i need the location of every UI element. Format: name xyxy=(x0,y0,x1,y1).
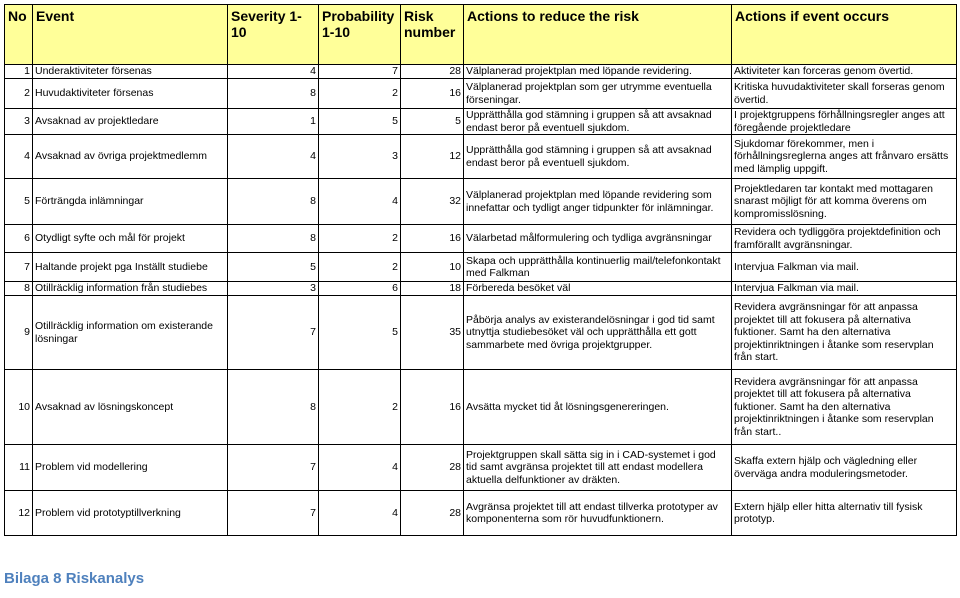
table-row xyxy=(5,225,957,253)
row-probability: 2 xyxy=(319,79,401,109)
row-probability: 3 xyxy=(319,135,401,179)
table-row xyxy=(5,135,957,179)
row-no: 9 xyxy=(5,296,33,370)
row-actions-reduce: Avsätta mycket tid åt lösningsgenereringen. xyxy=(464,370,732,445)
row-probability: 4 xyxy=(319,179,401,225)
row-risk-number: 35 xyxy=(401,296,464,370)
row-severity: 7 xyxy=(228,491,319,536)
table-row xyxy=(5,253,957,282)
appendix-caption: Bilaga 8 Riskanalys xyxy=(4,570,145,587)
row-probability: 6 xyxy=(319,282,401,296)
table-row xyxy=(5,296,957,370)
row-actions-occurs: Intervjua Falkman via mail. xyxy=(732,253,957,282)
header-actions-occurs: Actions if event occurs xyxy=(732,5,957,65)
row-actions-occurs: Kritiska huvudaktiviteter skall forseras genom övertid. xyxy=(732,79,957,109)
row-severity: 4 xyxy=(228,65,319,79)
row-actions-occurs: Revidera avgränsningar för att anpassa projektet till att fokusera på alternativa fuktioner. Samt ha den alternativa projektinriktningen i åtanke som reservplan från start.. xyxy=(732,370,957,445)
row-no: 11 xyxy=(5,445,33,491)
header-severity: Severity 1-10 xyxy=(228,5,319,65)
row-no: 1 xyxy=(5,65,33,79)
row-risk-number: 28 xyxy=(401,65,464,79)
row-probability: 4 xyxy=(319,445,401,491)
row-risk-number: 16 xyxy=(401,225,464,253)
row-no: 4 xyxy=(5,135,33,179)
row-probability: 5 xyxy=(319,109,401,135)
table-row xyxy=(5,65,957,79)
row-actions-reduce: Förbereda besöket väl xyxy=(464,282,732,296)
row-probability: 5 xyxy=(319,296,401,370)
row-event: Problem vid prototyptillverkning xyxy=(33,491,228,536)
row-actions-reduce: Projektgruppen skall sätta sig in i CAD-systemet i god tid samt avgränsa projektet till att endast modellera aktuella delfunktioner av dräkten. xyxy=(464,445,732,491)
header-risk-number: Risk number xyxy=(401,5,464,65)
row-actions-reduce: Välplanerad projektplan med löpande revidering. xyxy=(464,65,732,79)
row-actions-occurs: Projektledaren tar kontakt med mottagaren snarast möjligt för att komma överens om kompromisslösning. xyxy=(732,179,957,225)
row-actions-occurs: Revidera avgränsningar för att anpassa projektet till att fokusera på alternativa fuktioner. Samt ha den alternativa projektinriktningen i åtanke som reservplan från start. xyxy=(732,296,957,370)
row-severity: 5 xyxy=(228,253,319,282)
row-event: Haltande projekt pga Inställt studiebe xyxy=(33,253,228,282)
row-risk-number: 10 xyxy=(401,253,464,282)
row-actions-occurs: Skaffa extern hjälp och vägledning eller överväga andra moduleringsmetoder. xyxy=(732,445,957,491)
row-actions-occurs: I projektgruppens förhållningsregler anges att föregående projektledare xyxy=(732,109,957,135)
header-event: Event xyxy=(33,5,228,65)
row-risk-number: 18 xyxy=(401,282,464,296)
table-row xyxy=(5,79,957,109)
row-actions-reduce: Välarbetad målformulering och tydliga avgränsningar xyxy=(464,225,732,253)
row-risk-number: 28 xyxy=(401,445,464,491)
row-actions-occurs: Intervjua Falkman via mail. xyxy=(732,282,957,296)
row-probability: 2 xyxy=(319,253,401,282)
row-severity: 7 xyxy=(228,445,319,491)
row-risk-number: 32 xyxy=(401,179,464,225)
row-no: 5 xyxy=(5,179,33,225)
risk-analysis-table xyxy=(4,4,957,536)
row-event: Avsaknad av projektledare xyxy=(33,109,228,135)
row-event: Otillräcklig information om existerande lösningar xyxy=(33,296,228,370)
table-row xyxy=(5,491,957,536)
row-no: 2 xyxy=(5,79,33,109)
row-event: Huvudaktiviteter försenas xyxy=(33,79,228,109)
row-event: Avsaknad av lösningskoncept xyxy=(33,370,228,445)
row-no: 3 xyxy=(5,109,33,135)
row-severity: 8 xyxy=(228,179,319,225)
row-event: Avsaknad av övriga projektmedlemm xyxy=(33,135,228,179)
row-risk-number: 16 xyxy=(401,370,464,445)
row-event: Problem vid modellering xyxy=(33,445,228,491)
row-actions-reduce: Välplanerad projektplan med löpande revidering som innefattar och tydligt anger tidpunkter för inlämningar. xyxy=(464,179,732,225)
row-severity: 8 xyxy=(228,370,319,445)
header-actions-reduce: Actions to reduce the risk xyxy=(464,5,732,65)
table-row xyxy=(5,445,957,491)
row-actions-reduce: Upprätthålla god stämning i gruppen så att avsaknad endast beror på eventuell sjukdom. xyxy=(464,109,732,135)
row-event: Otydligt syfte och mål för projekt xyxy=(33,225,228,253)
row-actions-reduce: Välplanerad projektplan som ger utrymme eventuella förseningar. xyxy=(464,79,732,109)
row-severity: 1 xyxy=(228,109,319,135)
row-actions-occurs: Revidera och tydliggöra projektdefinition och framförallt avgränsningar. xyxy=(732,225,957,253)
row-actions-occurs: Sjukdomar förekommer, men i förhållningsreglerna anges att frånvaro ersätts med lämplig uppgift. xyxy=(732,135,957,179)
row-risk-number: 16 xyxy=(401,79,464,109)
row-actions-reduce: Avgränsa projektet till att endast tillverka prototyper av komponenterna som rör huvudfunktionern. xyxy=(464,491,732,536)
table-row xyxy=(5,109,957,135)
table-row xyxy=(5,179,957,225)
row-risk-number: 12 xyxy=(401,135,464,179)
row-actions-reduce: Upprätthålla god stämning i gruppen så att avsaknad endast beror på eventuell sjukdom. xyxy=(464,135,732,179)
row-probability: 2 xyxy=(319,370,401,445)
table-row xyxy=(5,370,957,445)
row-actions-reduce: Påbörja analys av existerandelösningar i god tid samt utnyttja studiebesöket väl och upprätthålla ett gott sammarbete med övriga projektgrupper. xyxy=(464,296,732,370)
row-event: Underaktiviteter försenas xyxy=(33,65,228,79)
row-no: 10 xyxy=(5,370,33,445)
row-probability: 7 xyxy=(319,65,401,79)
row-actions-occurs: Extern hjälp eller hitta alternativ till fysisk prototyp. xyxy=(732,491,957,536)
row-event: Otillräcklig information från studiebes xyxy=(33,282,228,296)
row-severity: 7 xyxy=(228,296,319,370)
header-no: No xyxy=(5,5,33,65)
row-severity: 8 xyxy=(228,225,319,253)
row-actions-occurs: Aktiviteter kan forceras genom övertid. xyxy=(732,65,957,79)
row-actions-reduce: Skapa och upprätthålla kontinuerlig mail/telefonkontakt med Falkman xyxy=(464,253,732,282)
table-row xyxy=(5,282,957,296)
row-no: 7 xyxy=(5,253,33,282)
header-probability: Probability 1-10 xyxy=(319,5,401,65)
row-risk-number: 5 xyxy=(401,109,464,135)
row-severity: 4 xyxy=(228,135,319,179)
row-no: 6 xyxy=(5,225,33,253)
row-no: 8 xyxy=(5,282,33,296)
row-no: 12 xyxy=(5,491,33,536)
row-event: Förträngda inlämningar xyxy=(33,179,228,225)
row-risk-number: 28 xyxy=(401,491,464,536)
row-severity: 3 xyxy=(228,282,319,296)
row-probability: 2 xyxy=(319,225,401,253)
row-probability: 4 xyxy=(319,491,401,536)
row-severity: 8 xyxy=(228,79,319,109)
header-row xyxy=(5,5,957,65)
